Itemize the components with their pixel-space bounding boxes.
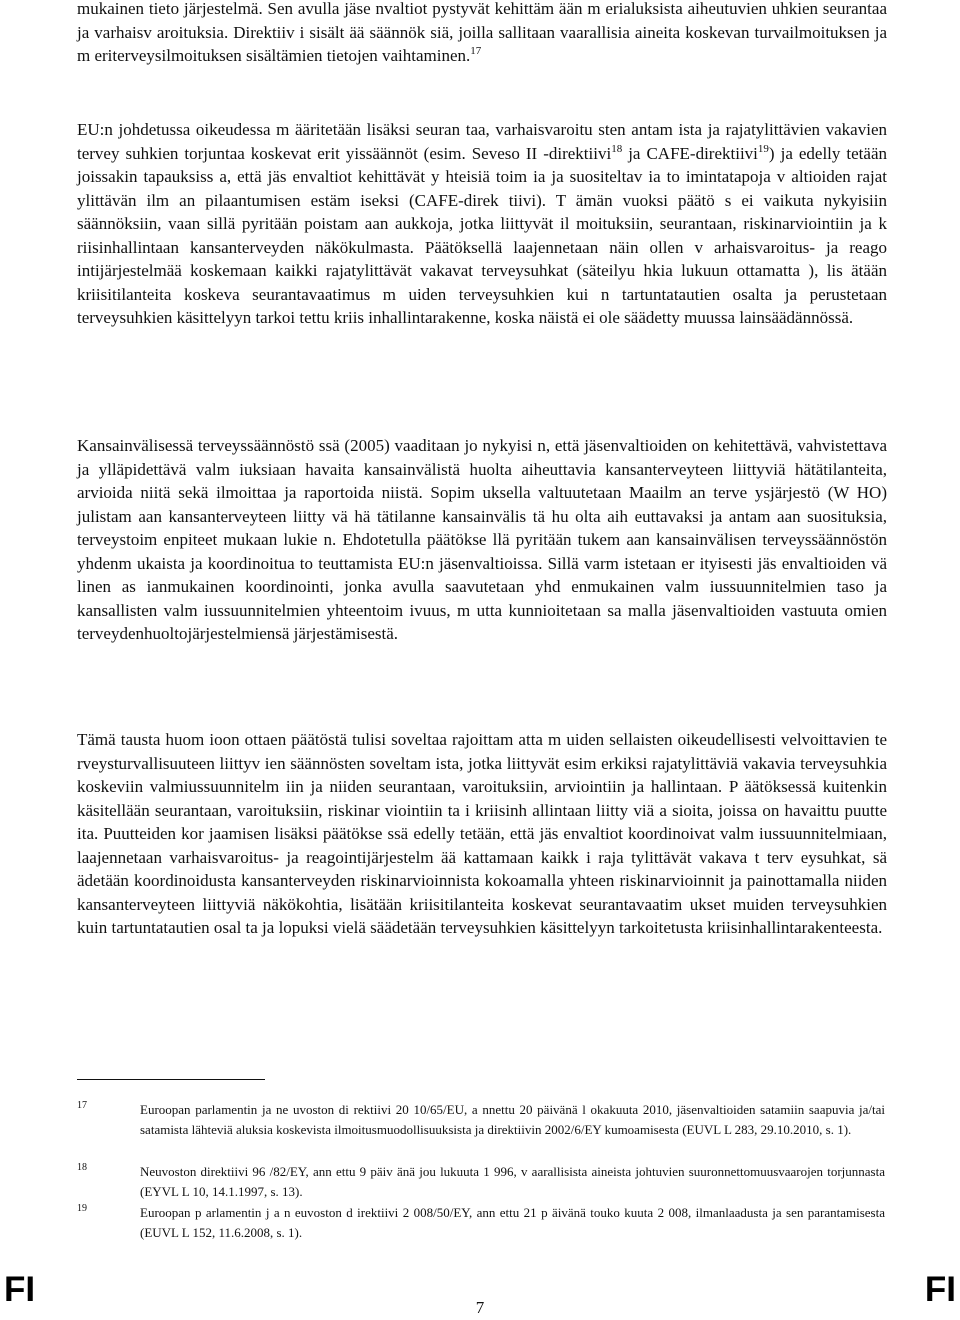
- footnote-separator: [77, 1079, 265, 1080]
- paragraph-text: Kansainvälisessä terveyssäännöstö ssä (2005) vaaditaan jo nykyisi n, että jäsenvaltioiden on kehitettävä, vahvistettava ja ylläpidettävä valm iuksiaan havaita kansainvälistä huolta aiheuttavia kansanterveyteen liittyviä hätätilanteita, arvioida niitä sekä ilmoittaa ja raportoida niistä. Sopim uksella valtuutetaan Maailm an terve ysjärjestö (W HO) julistam aan kansanterveyteen liitty vä hä tätilanne kansainvälis tä hu olta aih euttavaksi ja antam aan suosituksia, terveystoim enpiteet mukaan lukie n. Ehdotetulla päätökse llä pyritään tukem aan kansainvälisen terveyssäännöstön yhdenm ukaista ja koordinoitua to teuttamista EU:n jäsenvaltioissa. Sillä varm istetaan er ityisesti jäs envaltioiden vä linen as ianmukainen koordinointi, jonka avulla saavutetaan yhd enmukainen valm iussuunnitelmien taso ja kansallisten valm iussuunnitelmien yhteentoim ivuus, m utta kunnioitetaan sa malla jäsenvaltioiden vastuuta omien terveydenhuoltojärjestelmiensä järjestämisestä.: [77, 436, 887, 643]
- paragraph-text: EU:n johdetussa oikeudessa m ääritetään lisäksi seuran taa, varhaisvaroitu sten antam ista ja rajatylittävien vakavien tervey suhkien torjuntaa koskevat erit yissäännöt (esim. Seveso II -direktiivi: [77, 120, 887, 163]
- paragraph: [77, 728, 887, 940]
- paragraph-text-cont: ja CAFE-direktiivi: [622, 143, 758, 163]
- language-mark-left: FI: [4, 1270, 36, 1309]
- paragraph-text: mukainen tieto järjestelmä. Sen avulla jäse nvaltiot pystyvät kehittäm ään m erialuksista aiheutuvien uhkien seurantaa ja varhaisv aroituksia. Direktiiv i sisält ää säännök siä, joilla sallitaan vaarallisia aineita koskevan turvailmoituksen ja m eriterveysilmoituksen sisältämien tietojen vaihtaminen.: [77, 0, 887, 65]
- paragraph-text-cont: ) ja edelly tetään joissakin tapauksiss a, että jäs envaltiot kehittävät y hteisiä toim ia ja suositeltav ia to imintatapoja v altioiden rajat ylittävän ilm an pilaantumisen estäm iseksi (CAFE-direk tiivi). T ämän vuoksi päätö s ei vaikuta nykyisiin säännöksiin, vaan sillä pyritään poistam aan aukkoja, jotka liittyvät il moituksiin, seurantaan, riskinarviointiin ja k riisinhallintaan kansanterveyden näkökulmasta. Päätöksellä laajennetaan näin ollen v arhaisvaroitus- ja reago intijärjestelmää koskemaan kaikki rajatylittävät vakavat terveysuhkat (säteilyu hkia lukuun ottamatta ), lis ätään kriisitilanteita koskeva seurantavaatimus m uiden terveysuhkien kui n tartuntatautien osalta ja perustetaan terveysuhkien käsittelyyn tarkoi tettu kriis inhallintarakenne, koska näistä ei ole säädetty muussa lainsäädännössä.: [77, 143, 887, 327]
- paragraph: [77, 434, 887, 646]
- footnote-ref[interactable]: 18: [611, 142, 623, 155]
- footnote-ref[interactable]: 17: [470, 45, 482, 57]
- paragraph: [77, 0, 887, 68]
- paragraph-text: Tämä tausta huom ioon ottaen päätöstä tulisi soveltaa rajoittam atta m uiden sellaisten oikeudellisesti velvoittavien te rveysturvallisuuteen liittyv ien säännösten soveltam ista, jotka liittyvät esim erkiksi rajatylittäviä vakavia terveysuhkia koskeviin valmiussuunnitelm iin ja niiden seurantaan, varoituksiin, arviointiin ja hallintaan. P äätöksessä kuitenkin käsitellään seurantaan, varoituksiin, riskinar viointiin ta i kriisinh allintaan liitty viä a sioita, joissa on havaittu puutte ita. Puutteiden kor jaamisen lisäksi päätökse ssä edelly tetään, että jäs envaltiot koordinoivat valm iussuunnitelmiaan, laajennetaan varhaisvaroitus- ja reagointijärjestelm ää kattamaan kaikk i raja tylittävät vakava t terv eysuhkat, sä ädetään koordinoidusta kansanterveyden riskinarvioinnista kokoamalla yhteen riskinarvioinnit ja painottamalla niiden kansanterveyteen liittyviä näkökohtia, lisätään kriisitilanteita koskevat seurantavaatim ukset muiden terveysuhkien kuin tartuntatautien osal ta ja lopuksi vielä säädetään terveysuhkien käsittelyyn tarkoitetusta kriisinhallintarakenteesta.: [77, 730, 887, 937]
- footnote-text: Euroopan parlamentin ja ne uvoston di rektiivi 20 10/65/EU, a nnettu 20 päivänä l okakuuta 2010, jäsenvaltioiden satamiin saapuvia ja/tai satamista lähteviä aluksia koskevista ilmoitusmuodollisuuksista ja direktiivin 2002/6/EY kumoamisesta (EUVL L 283, 29.10.2010, s. 1).: [140, 1102, 885, 1137]
- page-number: 7: [475, 1298, 485, 1317]
- footnote-text: Neuvoston direktiivi 96 /82/EY, ann ettu 9 päiv änä jou lukuuta 1 996, v aarallisista aineista johtuvien suuronnettomuusvaarojen torjunnasta (EYVL L 10, 14.1.1997, s. 13).: [140, 1164, 885, 1199]
- paragraph: [77, 118, 887, 330]
- footnote-number: 19: [77, 1203, 87, 1214]
- footnote-text: Euroopan p arlamentin j a n euvoston d irektiivi 2 008/50/EY, ann ettu 21 p äivänä touko kuuta 2 008, ilmanlaadusta ja sen parantamisesta (EUVL L 152, 11.6.2008, s. 1).: [140, 1205, 885, 1240]
- footnote-number: 17: [77, 1100, 87, 1111]
- footnote-number: 18: [77, 1162, 87, 1173]
- footnote-ref[interactable]: 19: [757, 142, 769, 155]
- language-mark-right: FI: [924, 1270, 956, 1309]
